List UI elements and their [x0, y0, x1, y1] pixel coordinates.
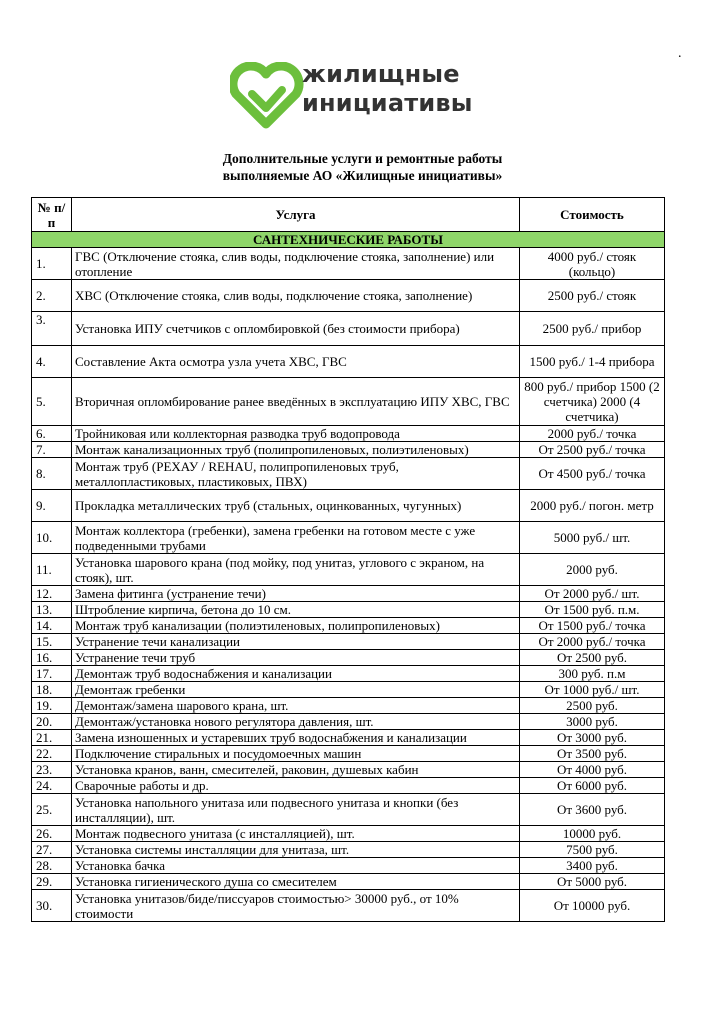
row-service: Составление Акта осмотра узла учета ХВС, ГВС	[72, 346, 520, 378]
row-service: ХВС (Отключение стояка, слив воды, подключение стояка, заполнение)	[72, 280, 520, 312]
row-price: 4000 руб./ стояк (кольцо)	[520, 248, 665, 280]
services-table	[31, 197, 665, 922]
row-price: От 2000 руб./ шт.	[520, 586, 665, 602]
row-service: Установка гигиенического душа со смесителем	[72, 874, 520, 890]
row-service: Установка бачка	[72, 858, 520, 874]
row-num: 25.	[32, 794, 72, 826]
table-row	[32, 666, 665, 682]
row-num: 23.	[32, 762, 72, 778]
row-service: Монтаж канализационных труб (полипропиленовых, полиэтиленовых)	[72, 442, 520, 458]
row-price: 10000 руб.	[520, 826, 665, 842]
row-price: 2000 руб.	[520, 554, 665, 586]
row-price: От 3000 руб.	[520, 730, 665, 746]
row-service: Штробление кирпича, бетона до 10 см.	[72, 602, 520, 618]
row-num: 15.	[32, 634, 72, 650]
row-num: 1.	[32, 248, 72, 280]
row-service: Монтаж труб (РЕХАУ / REHAU, полипропиленовых труб, металлопластиковых, пластиковых, ПВХ)	[72, 458, 520, 490]
row-price: От 2000 руб./ точка	[520, 634, 665, 650]
table-row	[32, 746, 665, 762]
row-service: Демонтаж гребенки	[72, 682, 520, 698]
table-row	[32, 618, 665, 634]
logo-line-1: жилищные	[302, 60, 460, 88]
corner-dot: .	[678, 46, 682, 61]
row-num: 7.	[32, 442, 72, 458]
row-num: 27.	[32, 842, 72, 858]
section-title: САНТЕХНИЧЕСКИЕ РАБОТЫ	[32, 232, 665, 248]
row-price: 3000 руб.	[520, 714, 665, 730]
row-service: Сварочные работы и др.	[72, 778, 520, 794]
table-row	[32, 778, 665, 794]
row-service: Установка кранов, ванн, смесителей, раковин, душевых кабин	[72, 762, 520, 778]
row-service: Монтаж коллектора (гребенки), замена гребенки на готовом месте с уже подведенными трубами	[72, 522, 520, 554]
row-num: 6.	[32, 426, 72, 442]
row-num: 2.	[32, 280, 72, 312]
row-service: Вторичная опломбирование ранее введённых в эксплуатацию ИПУ ХВС, ГВС	[72, 378, 520, 426]
row-price: 3400 руб.	[520, 858, 665, 874]
row-price: От 5000 руб.	[520, 874, 665, 890]
table-row	[32, 280, 665, 312]
row-num: 24.	[32, 778, 72, 794]
row-num: 4.	[32, 346, 72, 378]
table-row	[32, 842, 665, 858]
row-num: 17.	[32, 666, 72, 682]
logo-heart-icon	[233, 66, 299, 124]
row-service: Установка системы инсталляции для унитаза, шт.	[72, 842, 520, 858]
row-price: 2500 руб./ стояк	[520, 280, 665, 312]
table-row	[32, 698, 665, 714]
row-service: Устранение течи труб	[72, 650, 520, 666]
row-num: 13.	[32, 602, 72, 618]
header-service: Услуга	[72, 198, 520, 232]
row-price: От 1500 руб. п.м.	[520, 602, 665, 618]
row-price: От 1000 руб./ шт.	[520, 682, 665, 698]
row-service: ГВС (Отключение стояка, слив воды, подключение стояка, заполнение) или отопление	[72, 248, 520, 280]
row-service: Установка шарового крана (под мойку, под унитаз, углового с экраном, на стояк), шт.	[72, 554, 520, 586]
row-price: 2000 руб./ погон. метр	[520, 490, 665, 522]
table-row	[32, 682, 665, 698]
row-num: 9.	[32, 490, 72, 522]
row-num: 14.	[32, 618, 72, 634]
table-row	[32, 874, 665, 890]
row-service: Тройниковая или коллекторная разводка труб водопровода	[72, 426, 520, 442]
table-row	[32, 794, 665, 826]
table-row	[32, 890, 665, 922]
document-heading	[0, 150, 725, 184]
table-row	[32, 714, 665, 730]
row-num: 12.	[32, 586, 72, 602]
row-num: 8.	[32, 458, 72, 490]
table-row	[32, 826, 665, 842]
row-num: 22.	[32, 746, 72, 762]
table-row	[32, 858, 665, 874]
table-row	[32, 762, 665, 778]
row-price: 1500 руб./ 1-4 прибора	[520, 346, 665, 378]
table-row	[32, 346, 665, 378]
table-row	[32, 634, 665, 650]
header-num: № п/п	[32, 198, 72, 232]
row-service: Замена изношенных и устаревших труб водоснабжения и канализации	[72, 730, 520, 746]
row-price: От 6000 руб.	[520, 778, 665, 794]
table-row	[32, 522, 665, 554]
logo-line-2: инициативы	[302, 89, 473, 117]
row-num: 11.	[32, 554, 72, 586]
heading-line-2: выполняемые АО «Жилищные инициативы»	[222, 168, 503, 183]
table-row	[32, 554, 665, 586]
row-price: 2500 руб.	[520, 698, 665, 714]
table-header-row	[32, 198, 665, 232]
table-row	[32, 602, 665, 618]
logo-wordmark	[302, 60, 473, 118]
table-row	[32, 458, 665, 490]
row-price: От 4000 руб.	[520, 762, 665, 778]
row-price: От 2500 руб.	[520, 650, 665, 666]
row-num: 5.	[32, 378, 72, 426]
table-row	[32, 248, 665, 280]
table-row	[32, 442, 665, 458]
row-num: 28.	[32, 858, 72, 874]
row-price: 2000 руб./ точка	[520, 426, 665, 442]
row-service: Установка ИПУ счетчиков с опломбировкой (без стоимости прибора)	[72, 312, 520, 346]
row-num: 18.	[32, 682, 72, 698]
row-service: Прокладка металлических труб (стальных, оцинкованных, чугунных)	[72, 490, 520, 522]
row-num: 19.	[32, 698, 72, 714]
heading-line-1: Дополнительные услуги и ремонтные работы	[222, 151, 503, 166]
row-num: 26.	[32, 826, 72, 842]
table-row	[32, 312, 665, 346]
row-service: Установка напольного унитаза или подвесного унитаза и кнопки (без инсталляции), шт.	[72, 794, 520, 826]
row-service: Монтаж труб канализации (полиэтиленовых, полипропиленовых)	[72, 618, 520, 634]
row-service: Установка унитазов/биде/писсуаров стоимостью> 30000 руб., от 10% стоимости	[72, 890, 520, 922]
row-price: От 3500 руб.	[520, 746, 665, 762]
row-price: От 2500 руб./ точка	[520, 442, 665, 458]
row-service: Устранение течи канализации	[72, 634, 520, 650]
row-price: От 3600 руб.	[520, 794, 665, 826]
row-service: Демонтаж/установка нового регулятора давления, шт.	[72, 714, 520, 730]
row-service: Подключение стиральных и посудомоечных машин	[72, 746, 520, 762]
row-price: 800 руб./ прибор 1500 (2 счетчика) 2000 (4 счетчика)	[520, 378, 665, 426]
table-row	[32, 730, 665, 746]
table-row	[32, 586, 665, 602]
row-num: 3.	[32, 312, 72, 346]
row-num: 29.	[32, 874, 72, 890]
row-price: 7500 руб.	[520, 842, 665, 858]
row-num: 21.	[32, 730, 72, 746]
table-row	[32, 490, 665, 522]
row-service: Демонтаж/замена шарового крана, шт.	[72, 698, 520, 714]
row-price: 300 руб. п.м	[520, 666, 665, 682]
header-price: Стоимость	[520, 198, 665, 232]
row-num: 10.	[32, 522, 72, 554]
row-price: От 4500 руб./ точка	[520, 458, 665, 490]
row-num: 20.	[32, 714, 72, 730]
row-service: Монтаж подвесного унитаза (с инсталляцией), шт.	[72, 826, 520, 842]
table-row	[32, 426, 665, 442]
table-row	[32, 650, 665, 666]
row-price: От 1500 руб./ точка	[520, 618, 665, 634]
row-service: Замена фитинга (устранение течи)	[72, 586, 520, 602]
row-service: Демонтаж труб водоснабжения и канализации	[72, 666, 520, 682]
section-row	[32, 232, 665, 248]
row-num: 16.	[32, 650, 72, 666]
row-num: 30.	[32, 890, 72, 922]
row-price: От 10000 руб.	[520, 890, 665, 922]
table-row	[32, 378, 665, 426]
row-price: 2500 руб./ прибор	[520, 312, 665, 346]
row-price: 5000 руб./ шт.	[520, 522, 665, 554]
